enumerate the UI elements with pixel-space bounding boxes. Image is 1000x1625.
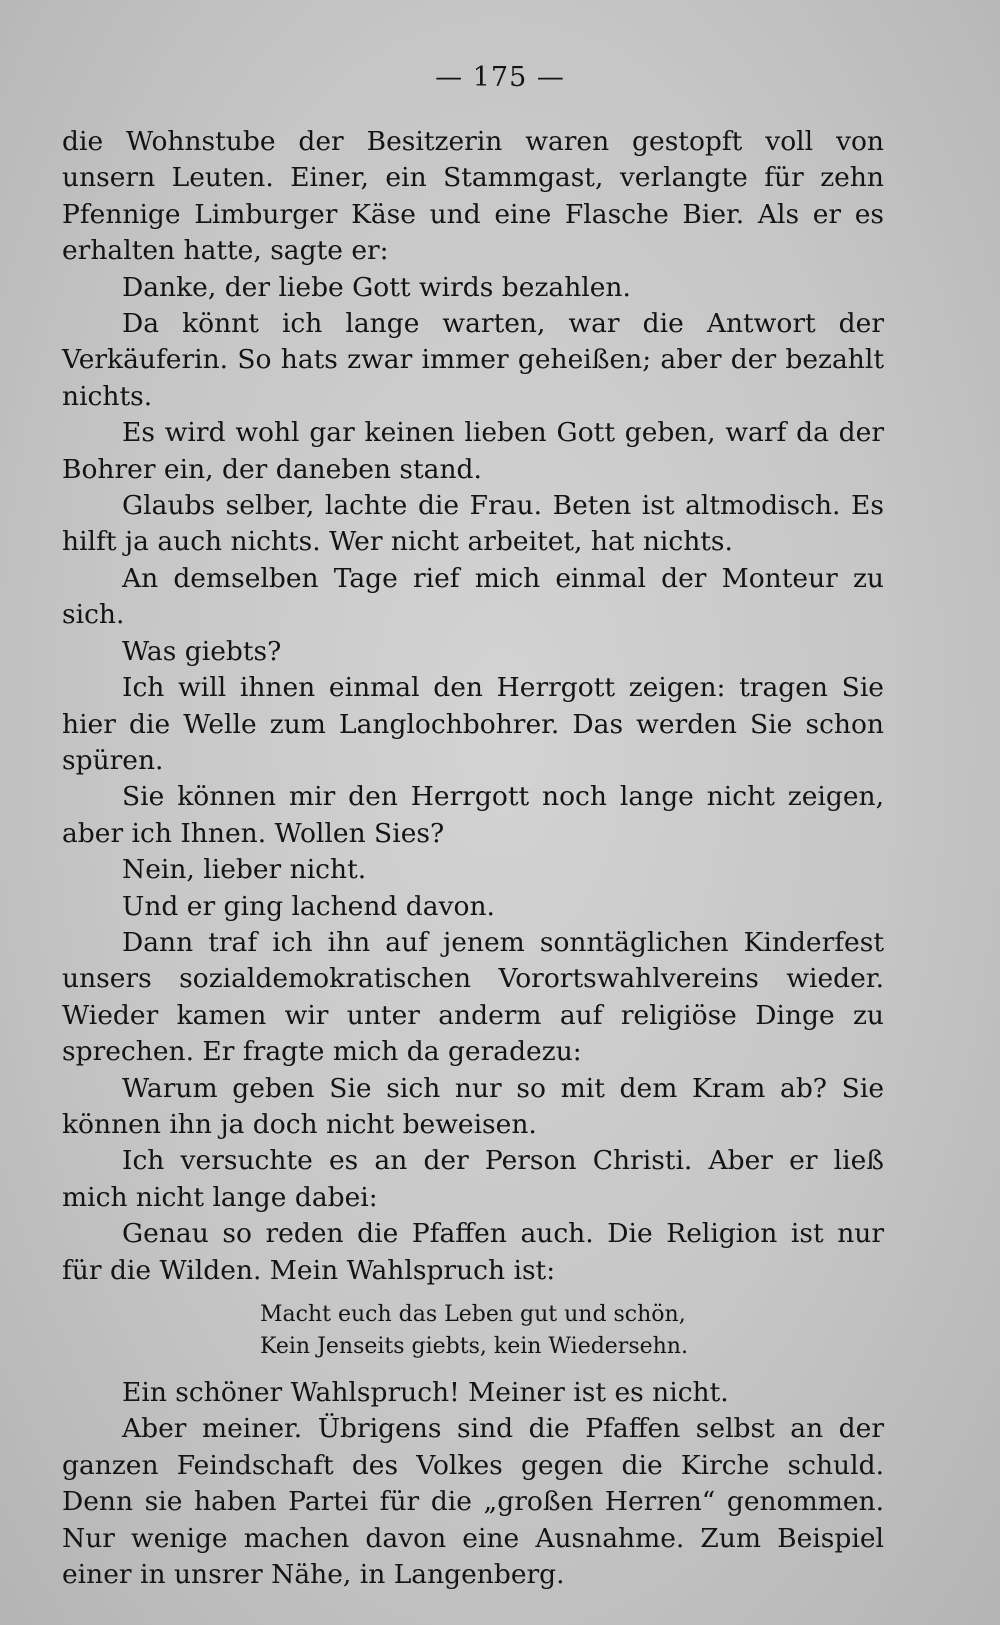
paragraph: Ich will ihnen einmal den Herrgott zeigen: tragen Sie hier die Welle zum Langlochbohrer. Das werden Sie schon spüren. — [62, 672, 884, 776]
paragraph: Aber meiner. Übrigens sind die Pfaffen selbst an der ganzen Feindschaft des Volkes gegen die Kirche schuld. Denn sie haben Partei für die „großen Herren“ genommen. Nur wenige machen davon eine Ausnahme. Zum Beispiel einer in unsrer Nähe, in Langenberg. — [62, 1413, 884, 1591]
verse-quote — [62, 1299, 884, 1363]
paragraph: Warum geben Sie sich nur so mit dem Kram ab? Sie können ihn ja doch nicht beweisen. — [62, 1072, 884, 1140]
paragraph: Sie können mir den Herrgott noch lange nicht zeigen, aber ich Ihnen. Wollen Sies? — [62, 781, 884, 849]
paragraph: Ein schöner Wahlspruch! Meiner ist es nicht. — [122, 1377, 729, 1408]
verse-line: Kein Jenseits giebts, kein Wiedersehn. — [260, 1334, 688, 1359]
paragraph: Nein, lieber nicht. — [122, 854, 367, 886]
paragraph: Glaubs selber, lachte die Frau. Beten ist altmodisch. Es hilft ja auch nichts. Wer nicht arbeitet, hat nichts. — [62, 490, 884, 558]
paragraph: Was giebts? — [122, 635, 282, 667]
paragraph: Es wird wohl gar keinen lieben Gott geben, warf da der Bohrer ein, der daneben stand. — [62, 417, 884, 485]
body-text — [62, 124, 884, 1593]
paragraph: Ich versuchte es an der Person Christi. Aber er ließ mich nicht lange dabei: — [62, 1145, 884, 1213]
verse-line: Macht euch das Leben gut und schön, — [260, 1302, 686, 1327]
paragraph: Dann traf ich ihn auf jenem sonntäglichen Kinderfest unsers sozialdemokratischen Vorortswahlvereins wieder. Wieder kamen wir unter anderm auf religiöse Dinge zu sprechen. Er fragte mich da geradezu: — [62, 926, 884, 1068]
paragraph: Genau so reden die Pfaffen auch. Die Religion ist nur für die Wilden. Mein Wahlspruch ist: — [62, 1218, 884, 1286]
paragraph: Und er ging lachend davon. — [122, 890, 495, 922]
paragraph: Danke, der liebe Gott wirds bezahlen. — [122, 271, 631, 303]
paragraph: die Wohnstube der Besitzerin waren gestopft voll von unsern Leuten. Einer, ein Stammgast, verlangte für zehn Pfennige Limburger Käse und eine Flasche Bier. Als er es erhalten hatte, sagte er: — [62, 126, 884, 267]
paragraph: Da könnt ich lange warten, war die Antwort der Verkäuferin. So hats zwar immer geheißen; aber der bezahlt nichts. — [62, 308, 884, 412]
paragraph: An demselben Tage rief mich einmal der Monteur zu sich. — [62, 562, 884, 631]
page-number: — 175 — — [435, 62, 565, 93]
